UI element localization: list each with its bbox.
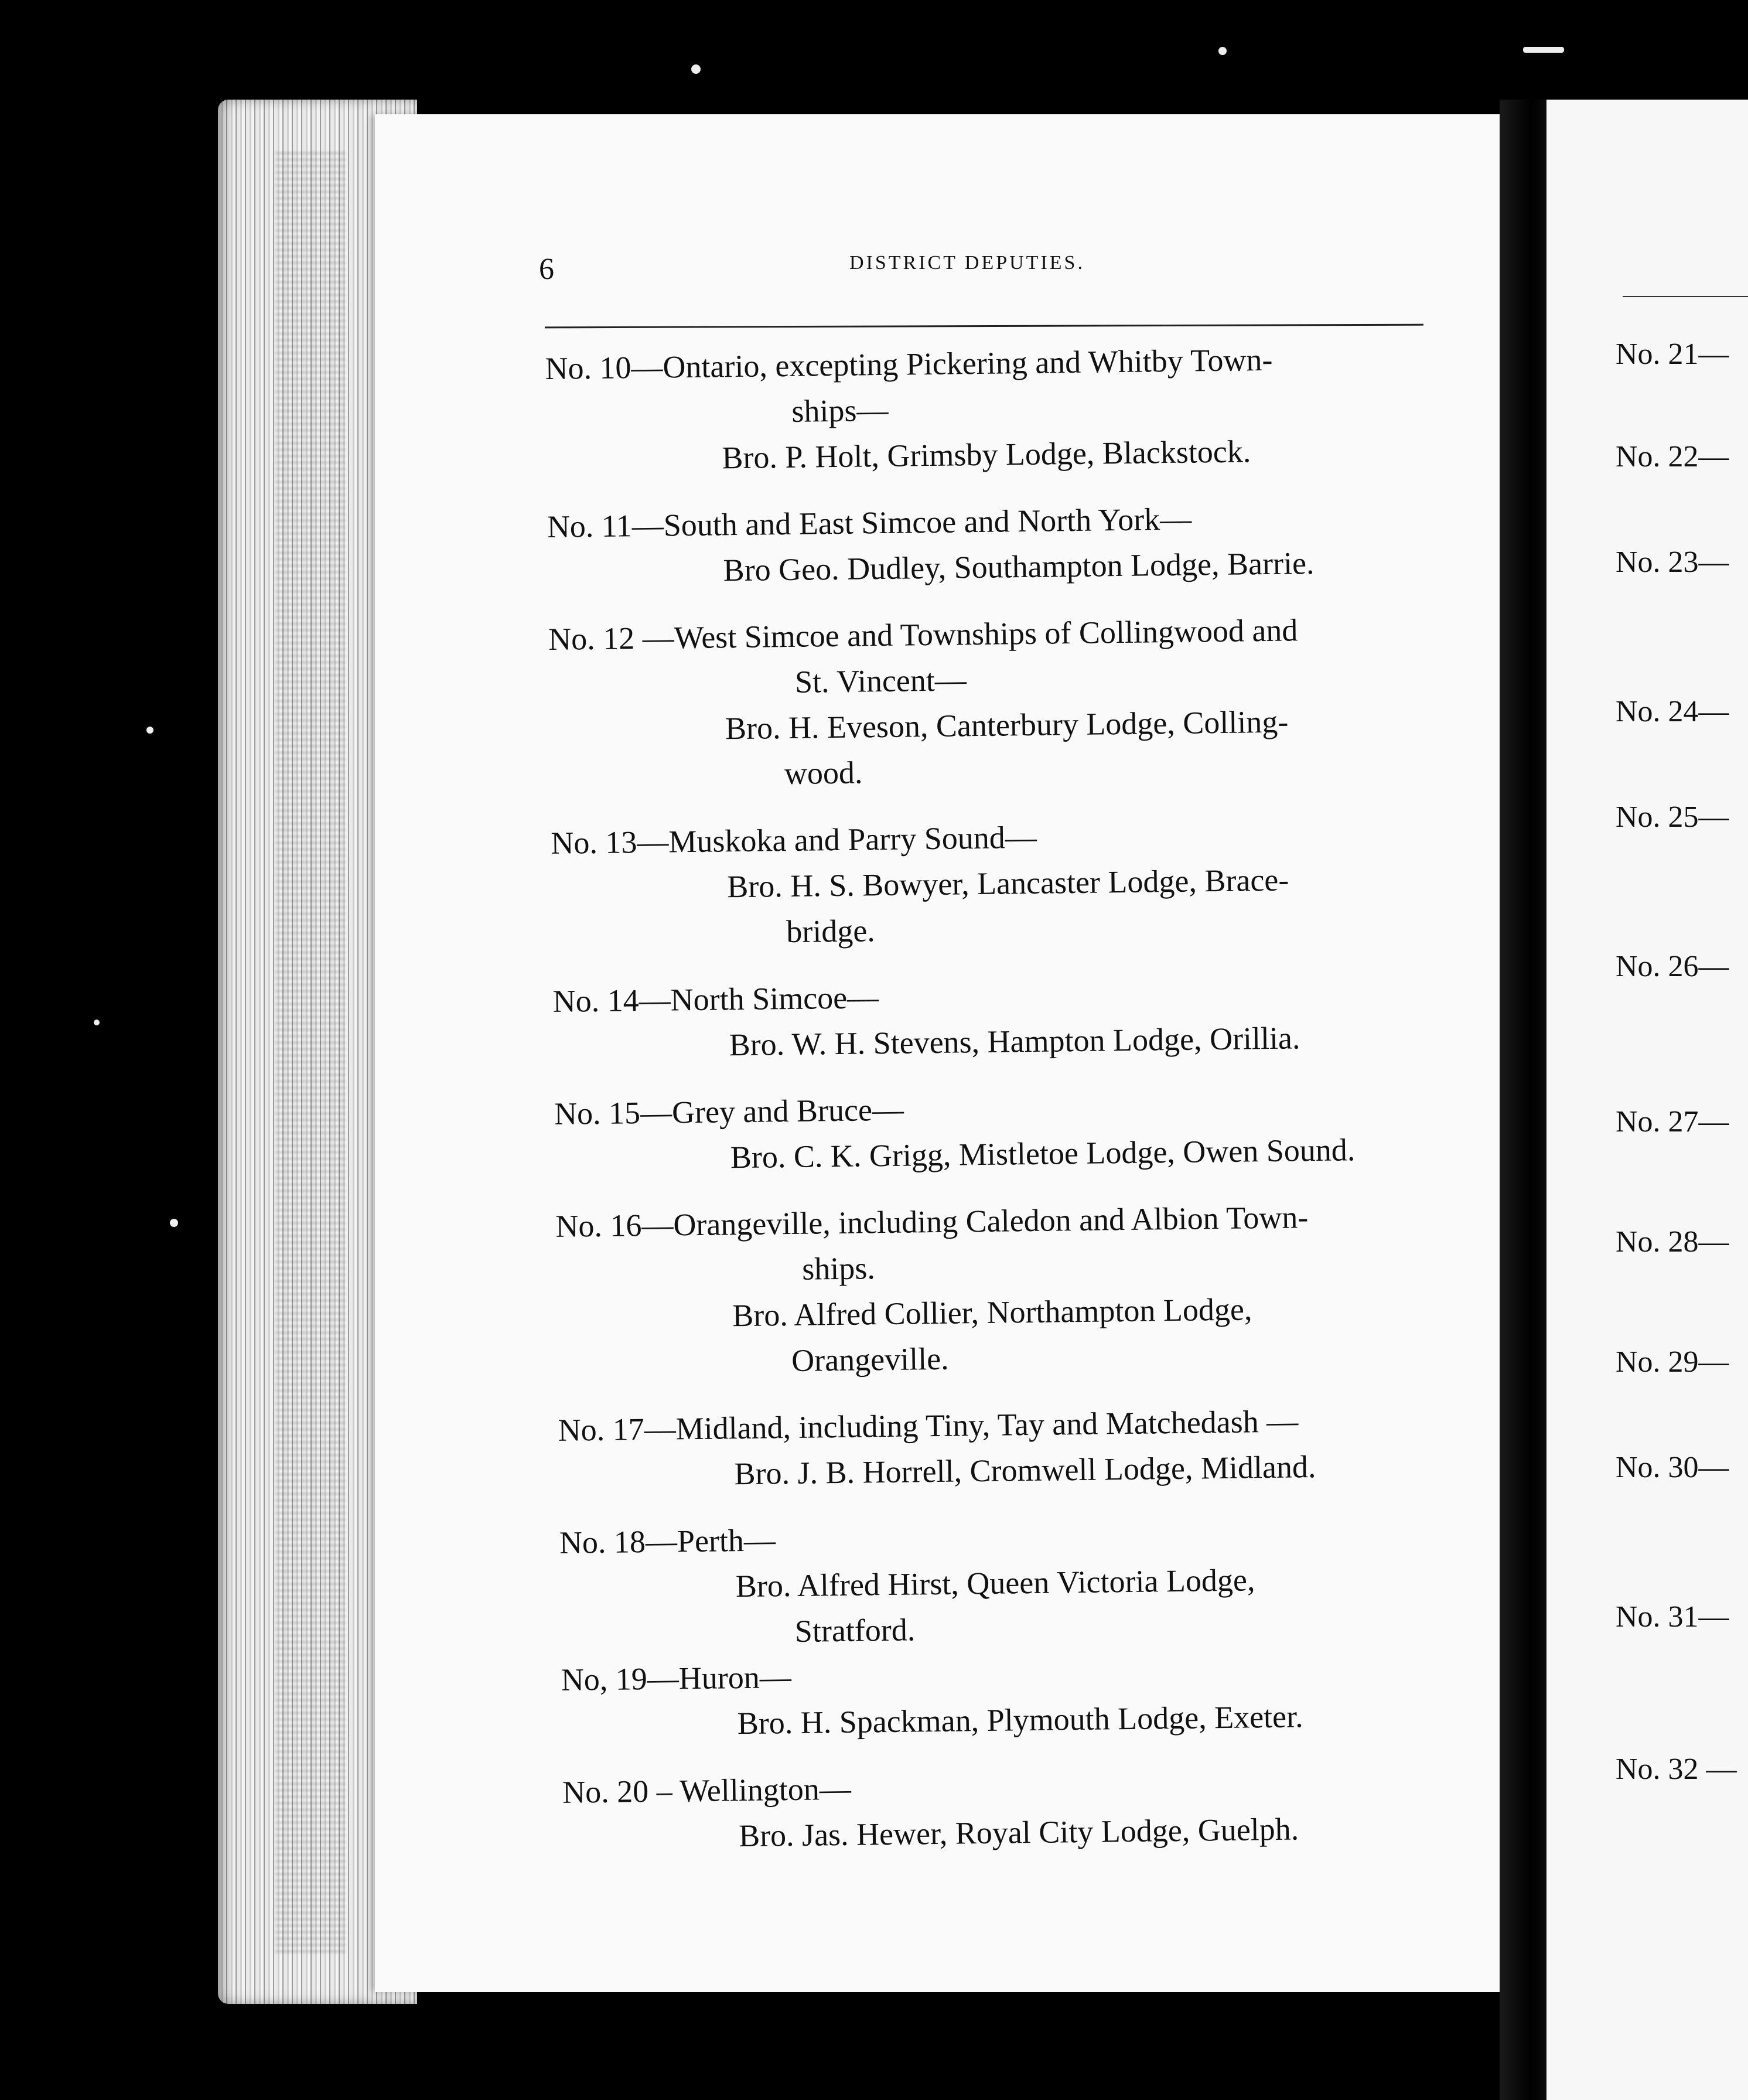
facing-entry: No. 26— [1616,950,1729,983]
facing-entry: No. 22— [1616,440,1729,473]
scan-speck [1523,47,1564,53]
scan-speck [691,64,701,74]
district-entry-20 [562,1758,1477,1861]
facing-entry: No. 32 — [1616,1753,1737,1786]
district-entry-12 [548,605,1464,799]
deputy-line: Bro. H. S. Bowyer, Lancaster Lodge, Brace- [726,862,1289,905]
deputy-line: Bro. J. B. Horrell, Cromwell Lodge, Midland. [734,1449,1316,1492]
deputy-line: Bro. Jas. Hewer, Royal City Lodge, Guelph. [738,1811,1299,1854]
deputy-line: Bro. W. H. Stevens, Hampton Lodge, Orillia. [729,1020,1300,1063]
deputy-line: Bro. P. Holt, Grimsby Lodge, Blackstock. [721,434,1251,476]
district-line: No. 18—Perth— [559,1522,776,1560]
district-continuation: ships— [791,392,889,429]
facing-entry: No. 30— [1616,1451,1729,1484]
district-continuation: ships. [801,1250,876,1287]
facing-entry: No. 27— [1616,1105,1729,1138]
district-entry-17 [558,1396,1473,1499]
district-entry-13 [551,809,1466,957]
district-continuation: St. Vincent— [794,662,967,700]
district-entry-11 [547,493,1462,595]
district-line: No. 13—Muskoka and Parry Sound— [551,819,1037,861]
district-line: No. 20 – Wellington— [562,1771,852,1810]
facing-page [1546,100,1748,2100]
scan-speck [94,1020,100,1025]
scan-speck [170,1219,178,1227]
deputy-line: Bro. H. Eveson, Canterbury Lodge, Colling- [725,704,1289,746]
page-header [539,240,1435,286]
district-line: No, 19—Huron— [561,1659,792,1697]
district-line: No. 12 —West Simcoe and Townships of Collingwood and [548,612,1298,657]
district-entry-16 [555,1192,1472,1386]
deputy-continuation: Orangeville. [791,1341,949,1378]
district-list [545,335,1477,1861]
district-line: No. 17—Midland, including Tiny, Tay and Matchedash — [558,1403,1299,1448]
facing-entry: No. 31— [1616,1600,1729,1634]
facing-entry: No. 28— [1616,1225,1729,1259]
deputy-line: Bro Geo. Dudley, Southampton Lodge, Barrie. [723,545,1315,588]
deputy-continuation: bridge. [786,913,876,950]
district-line: No. 16—Orangeville, including Caledon and Albion Town- [555,1199,1309,1244]
facing-entry: No. 21— [1616,338,1729,371]
district-entry-18 [559,1509,1474,1657]
district-entry-19 [561,1646,1476,1748]
district-entry-14 [552,967,1467,1070]
page-edge-shading [275,152,346,1957]
district-line: No. 11—South and East Simcoe and North York— [547,501,1192,544]
deputy-continuation: wood. [784,755,863,792]
facing-entry: No. 29— [1616,1345,1729,1379]
facing-entry: No. 25— [1616,800,1729,834]
page-number: 6 [539,253,554,286]
scan-speck [146,727,153,734]
deputy-line: Bro. H. Spackman, Plymouth Lodge, Exeter. [737,1699,1303,1741]
facing-entry: No. 24— [1616,695,1729,728]
scan-speck [1218,47,1227,55]
running-title: DISTRICT DEPUTIES. [849,252,1085,274]
district-entry-15 [554,1080,1469,1182]
facing-entry: No. 23— [1616,546,1729,579]
district-line: No. 14—North Simcoe— [552,980,879,1019]
district-line: No. 15—Grey and Bruce— [554,1092,904,1131]
deputy-line: Bro. Alfred Hirst, Queen Victoria Lodge, [735,1562,1255,1604]
district-entry-10 [545,335,1460,483]
district-line: No. 10—Ontario, excepting Pickering and Whitby Town- [545,342,1273,386]
deputy-continuation: Stratford. [794,1612,916,1649]
deputy-line: Bro. C. K. Grigg, Mistletoe Lodge, Owen Sound. [730,1132,1356,1175]
book-gutter [1500,100,1552,2100]
facing-header-rule [1623,296,1748,297]
deputy-line: Bro. Alfred Collier, Northampton Lodge, [732,1291,1252,1334]
